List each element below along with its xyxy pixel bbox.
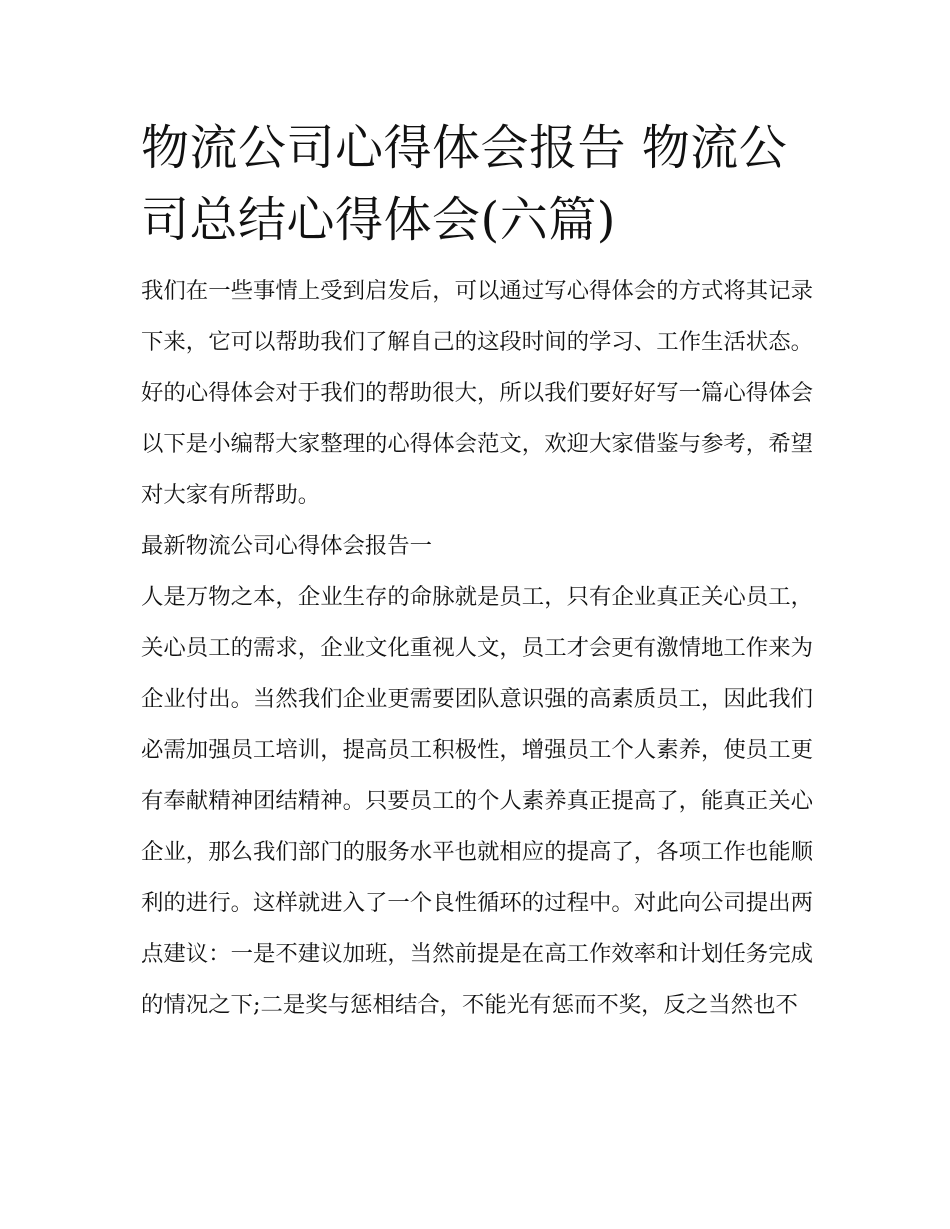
body-paragraph: 人是万物之本，企业生存的命脉就是员工，只有企业真正关心员工，关心员工的需求，企业文化重视人文，员工才会更有激情地工作来为企业付出。当然我们企业更需要团队意识强的高素质员工，因此我们必需加强员工培训，提高员工积极性，增强员工个人素养，使员工更有奉献精神团结精神。只要员工的个人素养真正提高了，能真正关心企业，那么我们部门的服务水平也就相应的提高了，各项工作也能顺利的进行。这样就进入了一个良性循环的过程中。对此向公司提出两点建议：一是不建议加班，当然前提是在高工作效率和计划任务完成的情况之下;二是奖与惩相结合，不能光有惩而不奖，反之当然也不 — [141, 584, 813, 1018]
intro-paragraph: 我们在一些事情上受到启发后，可以通过写心得体会的方式将其记录下来，它可以帮助我们了解自己的这段时间的学习、工作生活状态。好的心得体会对于我们的帮助很大，所以我们要好好写一篇心得体会以下是小编帮大家整理的心得体会范文，欢迎大家借鉴与参考，希望对大家有所帮助。 — [141, 278, 813, 508]
document-content — [141, 112, 813, 1031]
document-title: 物流公司心得体会报告 物流公司总结心得体会(六篇) — [141, 120, 788, 248]
section-heading: 最新物流公司心得体会报告一 — [141, 533, 433, 559]
